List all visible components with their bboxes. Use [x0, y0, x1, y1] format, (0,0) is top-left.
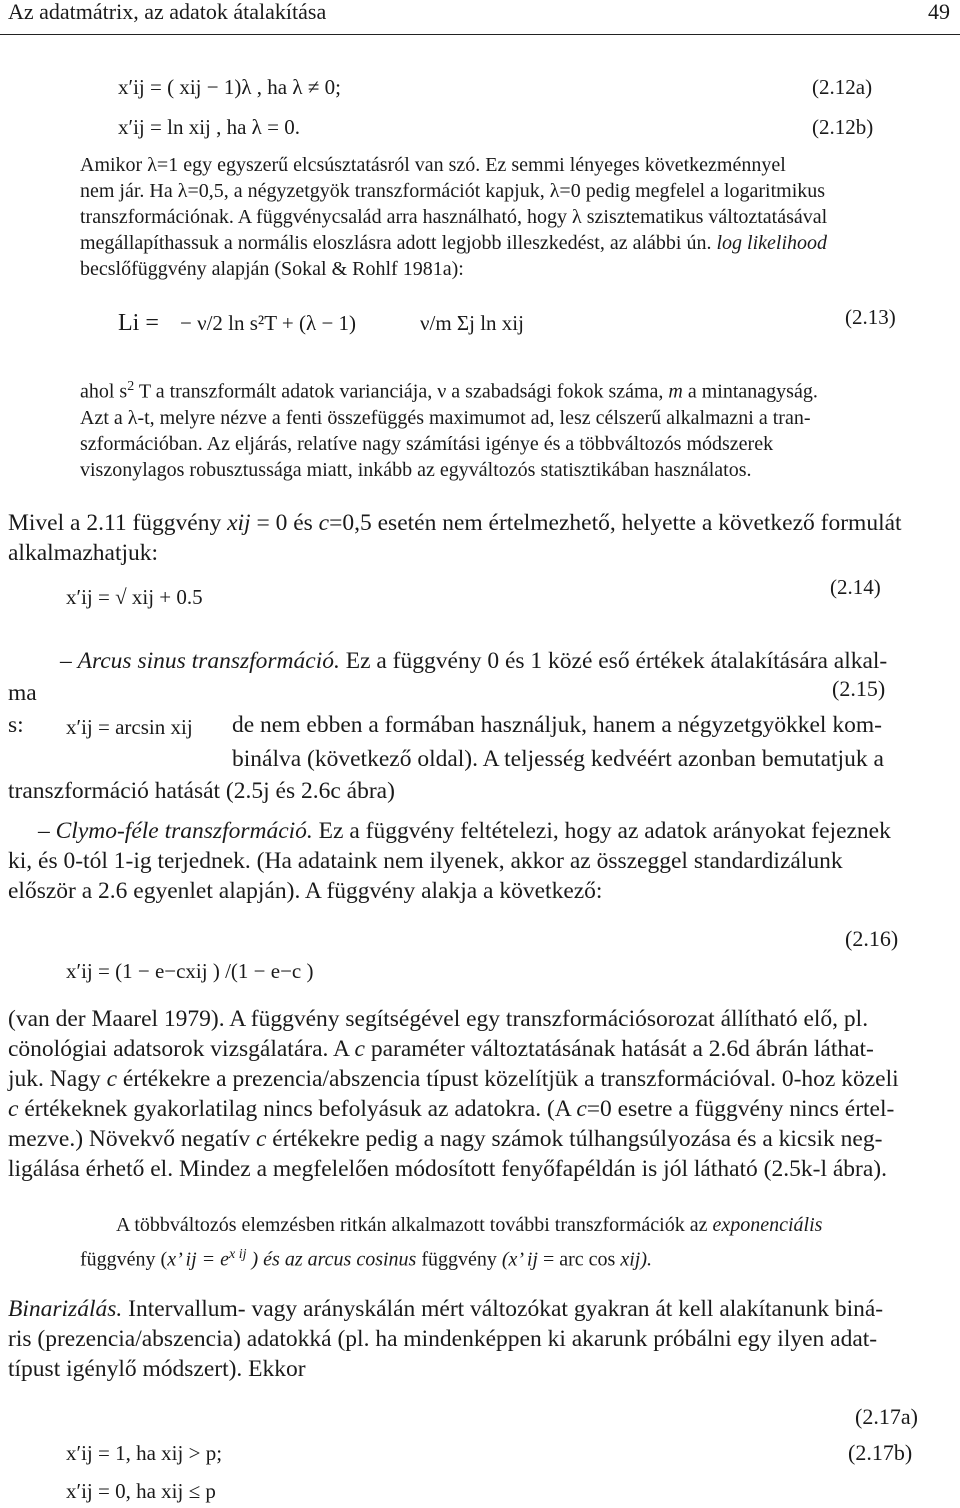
text-line: ris (prezencia/abszencia) adatokká (pl. ha mindenképpen ki akarunk próbálni egy ilyen adat- — [8, 1326, 878, 1352]
text-line: Binarizálás. Intervallum- vagy arányskálán mért változókat gyakran át kell alakítanunk biná- — [8, 1296, 884, 1322]
text-line: Mivel a 2.11 függvény xij = 0 és c=0,5 esetén nem értelmezhető, helyette a következő formulát — [8, 510, 902, 536]
text-line: juk. Nagy c értékekre a prezencia/abszencia típust közelítjük a transzformációval. 0-hoz közeli — [8, 1066, 899, 1092]
text-line: transzformációnak. A függvénycsalád arra használható, hogy λ szisztematikus változtatásával — [80, 206, 828, 228]
equation-2-15: x′ij = arcsin xij — [66, 715, 193, 739]
text-line: alkalmazhatjuk: — [8, 540, 159, 566]
equation-number-2-12b: (2.12b) — [812, 115, 874, 139]
arcus-line2: ma — [8, 680, 37, 706]
text-line: ligálása érhető el. Mindez a megfelelően módosított fenyőfapéldán is jól látható (2.5k-l ábra). — [8, 1156, 887, 1182]
text-line: – Clymo-féle transzformáció. Ez a függvény feltételezi, hogy az adatok arányokat fejeznek — [38, 818, 891, 844]
equation-number-2-15: (2.15) — [832, 676, 886, 701]
paragraph-clymo — [8, 816, 954, 906]
arcus-line3: de nem ebben a formában használjuk, hanem a négyzetgyökkel kom- — [232, 712, 882, 738]
equation-2-13-lhs: Li = — [118, 310, 159, 336]
paragraph-binarizalas — [8, 1294, 954, 1384]
text-line: viszonylagos robusztussága miatt, inkább az egyváltozós statisztikában használatos. — [80, 458, 752, 481]
equation-number-2-17a: (2.17a) — [855, 1404, 918, 1429]
header-rule — [0, 34, 960, 35]
equation-2-16: x′ij = (1 − e−cxij ) /(1 − e−c ) — [66, 959, 314, 983]
text-line: A többváltozós elemzésben ritkán alkalmazott további transzformációk az exponenciális — [116, 1214, 823, 1236]
paragraph-lambda — [80, 374, 952, 483]
equation-number-2-16: (2.16) — [845, 926, 899, 951]
paragraph-mivel — [8, 508, 954, 568]
binarizalas-title: Binarizálás. — [8, 1296, 123, 1322]
paragraph-box-cox — [80, 152, 952, 282]
equation-number-2-13: (2.13) — [845, 305, 896, 329]
text-line: becslőfüggvény alapján (Sokal & Rohlf 1981a): — [80, 258, 464, 280]
text-line: c értékeknek gyakorlatilag nincs befolyásuk az adatokra. (A c=0 esetre a függvény nincs értel- — [8, 1096, 895, 1122]
text-line: típust igénylő módszert). Ekkor — [8, 1356, 306, 1382]
text-line: függvény (x’ ij = $e^{x ij}$ ) és az arcus cosinus függvény (x’ ij = arc cos xij). — [80, 1247, 652, 1271]
text-line: megállapíthassuk a normális eloszlásra adott legjobb illeszkedést, az alábbi ún. log likelihood — [80, 232, 828, 254]
text-line: szformációban. Az eljárás, relatíve nagy számítási igénye és a többváltozós módszerek — [80, 432, 774, 455]
equation-2-13-part2: ν/m Σj ln xij — [420, 311, 524, 335]
arcus-line3-prefix: s: — [8, 712, 24, 738]
equation-2-13-part1: − ν/2 ln s²T + (λ − 1) — [180, 311, 357, 335]
arcus-line1: – Arcus sinus transzformáció. Ez a függvény 0 és 1 közé eső értékek átalakítására alkal- — [60, 648, 888, 674]
clymo-title: Clymo-féle transzformáció. — [55, 818, 313, 844]
equation-number-2-12a: (2.12a) — [812, 75, 873, 99]
equation-2-14: x′ij = √ xij + 0.5 — [66, 585, 203, 609]
equation-2-17a: x′ij = 1, ha xij > p; — [66, 1441, 223, 1465]
arcus-title: Arcus sinus transzformáció. — [77, 648, 340, 674]
equation-2-12a: x′ij = ( xij − 1)λ , ha λ ≠ 0; — [118, 75, 341, 99]
text-line: cönológiai adatsorok vizsgálatára. A c paraméter változtatásának hatását a 2.6d ábrán láthat- — [8, 1036, 874, 1062]
text-line: nem jár. Ha λ=0,5, a négyzetgyök transzformációt kapjuk, λ=0 pedig megfelel a logaritmikus — [80, 180, 826, 202]
equation-2-17b: x′ij = 0, ha xij ≤ p — [66, 1479, 216, 1503]
paragraph-maarel — [8, 1004, 954, 1184]
text-line: (van der Maarel 1979). A függvény segítségével egy transzformációsorozat állítható elő, pl. — [8, 1006, 869, 1032]
text-line: ki, és 0-tól 1-ig terjednek. (Ha adataink nem ilyenek, akkor az összeggel standardizálunk — [8, 848, 843, 874]
text-line: Azt a λ-t, melyre nézve a fenti összefüggés maximumot ad, lesz célszerű alkalmazni a tran- — [80, 406, 811, 429]
text-line: ahol $s^2$ T a transzformált adatok varianciája, ν a szabadsági fokok száma, m a mintanagyság. — [80, 379, 818, 403]
paragraph-exponencialis — [80, 1212, 954, 1273]
text-line: először a 2.6 egyenlet alapján). A függvény alakja a következő: — [8, 878, 603, 904]
equation-number-2-14: (2.14) — [830, 575, 881, 599]
text-line: mezve.) Növekvő negatív c értékekre pedig a nagy számok túlhangsúlyozása és a kicsik neg- — [8, 1126, 883, 1152]
page-number: 49 — [928, 0, 950, 24]
equation-2-12b: x′ij = ln xij , ha λ = 0. — [118, 115, 300, 139]
equation-number-2-17b: (2.17b) — [848, 1440, 913, 1465]
text-line: Amikor λ=1 egy egyszerű elcsúsztatásról van szó. Ez semmi lényeges következménnyel — [80, 154, 786, 176]
arcus-line5: transzformáció hatását (2.5j és 2.6c ábra) — [8, 778, 395, 804]
arcus-line4: binálva (következő oldal). A teljesség kedvéért azonban bemutatjuk a — [232, 746, 884, 772]
running-header-title: Az adatmátrix, az adatok átalakítása — [8, 0, 327, 24]
